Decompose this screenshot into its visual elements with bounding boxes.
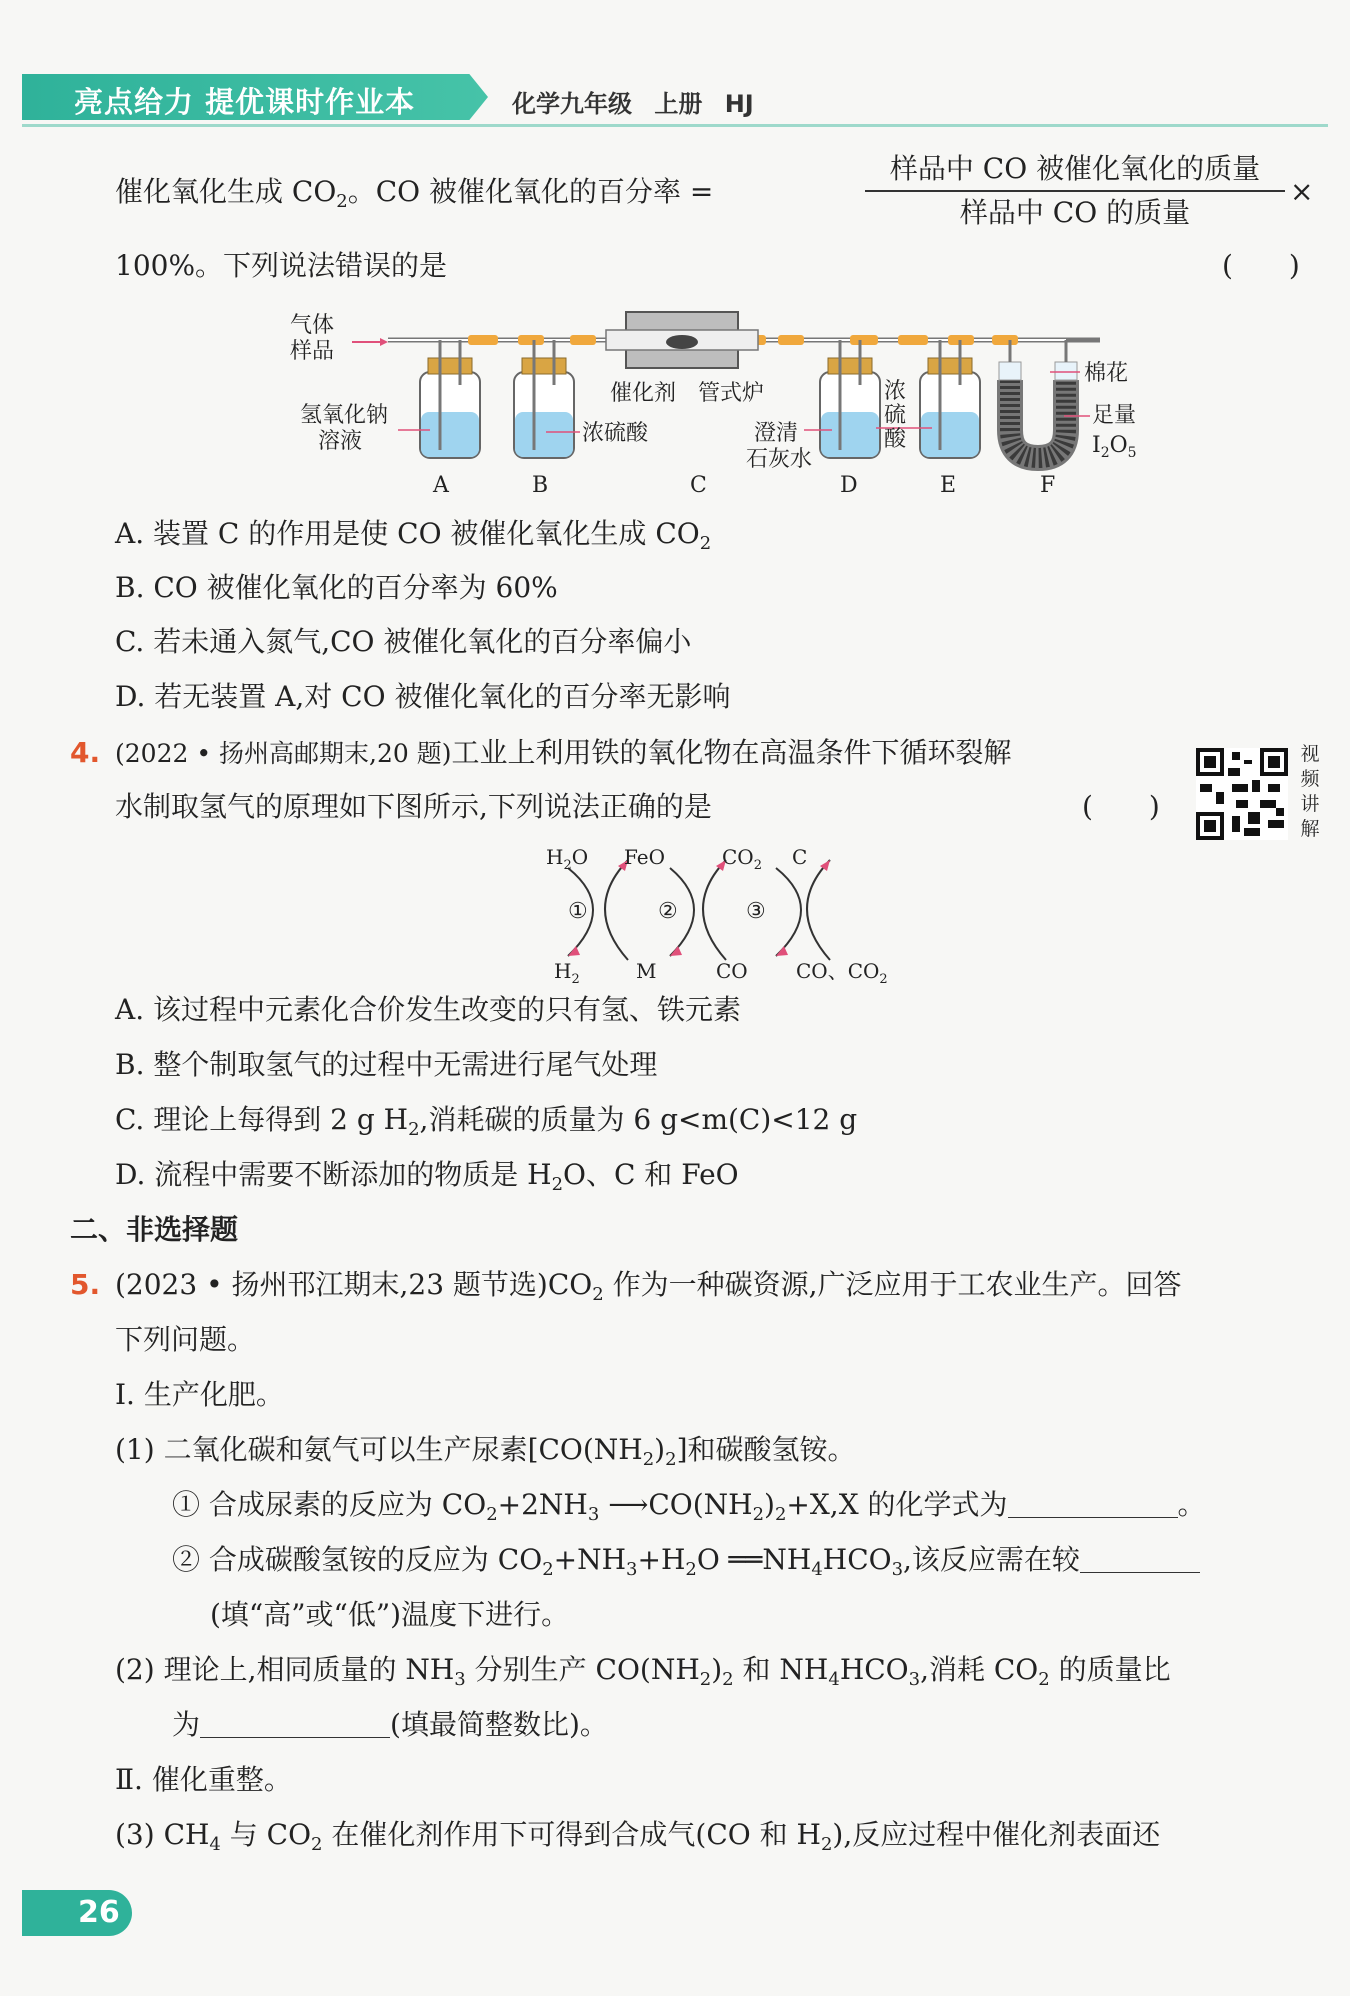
label-h2so4-e-2: 硫: [884, 403, 907, 428]
q5-r2b: (填“高”或“低”)温度下进行。: [210, 1598, 570, 1631]
label-limewater-1: 澄清: [754, 421, 799, 446]
q4-option-d: D. 流程中需要不断添加的物质是 $H_2O$、C 和 FeO: [115, 1158, 739, 1195]
label-b: B: [532, 473, 549, 498]
q4-option-c: C. 理论上每得到 2 g $H_2$,消耗碳的质量为 6 g<m(C)<12 g: [115, 1103, 858, 1140]
label-m: M: [636, 959, 657, 983]
label-c: C: [792, 845, 808, 869]
q3-line2: 100%。下列说法错误的是: [115, 249, 448, 282]
answer-blank-1[interactable]: [1008, 1489, 1178, 1518]
answer-blank-2[interactable]: [1080, 1544, 1200, 1573]
label-h2so4-e-1: 浓: [884, 379, 907, 404]
header-rule: [22, 124, 1328, 127]
q5-p2b: 为 (填最简整数比)。: [172, 1708, 608, 1741]
step-3: ③: [746, 899, 766, 924]
cycle-diagram: [530, 838, 910, 990]
label-c: C: [690, 473, 707, 498]
q4-line1: (2022 • 扬州高邮期末,20 题)工业上利用铁的氧化物在高温条件下循环裂解: [115, 736, 1012, 769]
q5-part1: Ⅰ. 生产化肥。: [115, 1378, 284, 1411]
inlet-arrowhead: [380, 338, 388, 346]
label-i2o5: $I_2O_5$: [1092, 433, 1137, 461]
label-h2o: $H_2O$: [546, 845, 589, 873]
label-co: CO: [716, 959, 748, 983]
times-sign: ×: [1290, 175, 1314, 208]
bottle-e: [920, 340, 980, 458]
label-enough: 足量: [1092, 403, 1137, 428]
arc-3-left: [776, 868, 801, 956]
label-co2: $CO_2$: [722, 845, 762, 873]
apparatus-diagram: [280, 300, 1160, 510]
fraction-numerator: 样品中 CO 被催化氧化的质量: [889, 152, 1261, 185]
bottle-a: [420, 340, 480, 458]
arc-1-right: [605, 860, 628, 960]
q3-option-c: C. 若未通入氮气,CO 被催化氧化的百分率偏小: [115, 625, 692, 658]
label-limewater-2: 石灰水: [746, 447, 813, 472]
q3-answer-paren: ( ): [1222, 249, 1300, 282]
bottle-d: [820, 340, 880, 458]
label-catalyst: 催化剂: [610, 381, 677, 406]
fraction-denominator: 样品中 CO 的质量: [959, 196, 1191, 229]
label-e: E: [940, 473, 957, 498]
label-naoh-2: 溶液: [318, 429, 363, 454]
label-gas-1: 气体: [290, 313, 335, 338]
q5-p1: (1) 二氧化碳和氨气可以生产尿素$[CO(NH_2)_2]$和碳酸氢铵。: [115, 1433, 856, 1470]
q5-p2: (2) 理论上,相同质量的 $NH_3$ 分别生产 $CO(NH_2)_2$ 和 $NH_4HCO_3$,消耗 $CO_2$ 的质量比: [115, 1653, 1171, 1690]
q4-answer-paren: ( ): [1082, 790, 1160, 823]
arc-2-right: [703, 860, 726, 960]
tube-furnace-c: [606, 312, 758, 368]
fraction-bar: [865, 190, 1285, 192]
label-naoh-1: 氢氧化钠: [300, 403, 389, 428]
q3-fraction: [865, 150, 1285, 232]
q5-p3: (3) $CH_4$ 与 $CO_2$ 在催化剂作用下可得到合成气(CO 和 $H_2$),反应过程中催化剂表面还: [115, 1818, 1161, 1855]
q3-line1: 催化氧化生成 $CO_2$。CO 被催化氧化的百分率 =: [115, 175, 714, 212]
video-explanation-label[interactable]: 视 频 讲 解: [1300, 743, 1320, 840]
q3-option-a: A. 装置 C 的作用是使 CO 被催化氧化生成 $CO_2$: [115, 517, 712, 554]
q5-line1: (2023 • 扬州邗江期末,23 题节选)$CO_2$ 作为一种碳资源,广泛应用于工农业生产。回答: [115, 1268, 1182, 1305]
label-h2: $H_2$: [554, 959, 580, 987]
label-furnace: 管式炉: [698, 381, 765, 406]
step-2: ②: [658, 899, 678, 924]
label-d: D: [840, 473, 858, 498]
q4-option-b: B. 整个制取氢气的过程中无需进行尾气处理: [115, 1048, 658, 1081]
u-tube-f: [999, 340, 1100, 458]
section-heading: 二、非选择题: [70, 1213, 239, 1246]
subject-label: 化学九年级 上册 HJ: [512, 90, 754, 118]
label-f: F: [1040, 473, 1056, 498]
q5-part2: Ⅱ. 催化重整。: [115, 1763, 292, 1796]
q3-option-d: D. 若无装置 A,对 CO 被催化氧化的百分率无影响: [115, 680, 731, 713]
label-feo: FeO: [624, 845, 666, 869]
bottle-b: [514, 340, 574, 458]
label-gas-2: 样品: [290, 339, 335, 364]
q4-number: 4.: [70, 736, 101, 769]
book-title: 亮点给力 提优课时作业本: [74, 85, 416, 119]
arc-3-right: [807, 860, 830, 960]
label-a: A: [433, 473, 449, 498]
page-number: 26: [22, 1890, 132, 1936]
label-co-co2: CO、$CO_2$: [796, 959, 888, 987]
q5-r2: ② 合成碳酸氢铵的反应为 $CO_2+NH_3+H_2O$ $══NH_4HCO_3$,该反应需在较: [172, 1540, 1200, 1590]
qr-code-icon[interactable]: [1196, 748, 1288, 840]
label-h2so4-e-3: 酸: [884, 427, 907, 452]
q5-line2: 下列问题。: [115, 1323, 256, 1356]
q4-line2: 水制取氢气的原理如下图所示,下列说法正确的是: [115, 790, 712, 823]
arrowheads: [568, 860, 830, 956]
q3-option-b: B. CO 被催化氧化的百分率为 60%: [115, 571, 558, 604]
label-cotton: 棉花: [1084, 361, 1129, 386]
step-1: ①: [568, 899, 588, 924]
answer-blank-3[interactable]: [200, 1709, 390, 1738]
q5-r1: ① 合成尿素的反应为 $CO_2+2NH_3$ $⟶CO(NH_2)_2+X,X$ 的化学式为 。: [172, 1488, 1206, 1525]
label-h2so4-b: 浓硫酸: [582, 421, 649, 446]
q5-number: 5.: [70, 1268, 101, 1301]
q4-option-a: A. 该过程中元素化合价发生改变的只有氢、铁元素: [115, 993, 742, 1026]
